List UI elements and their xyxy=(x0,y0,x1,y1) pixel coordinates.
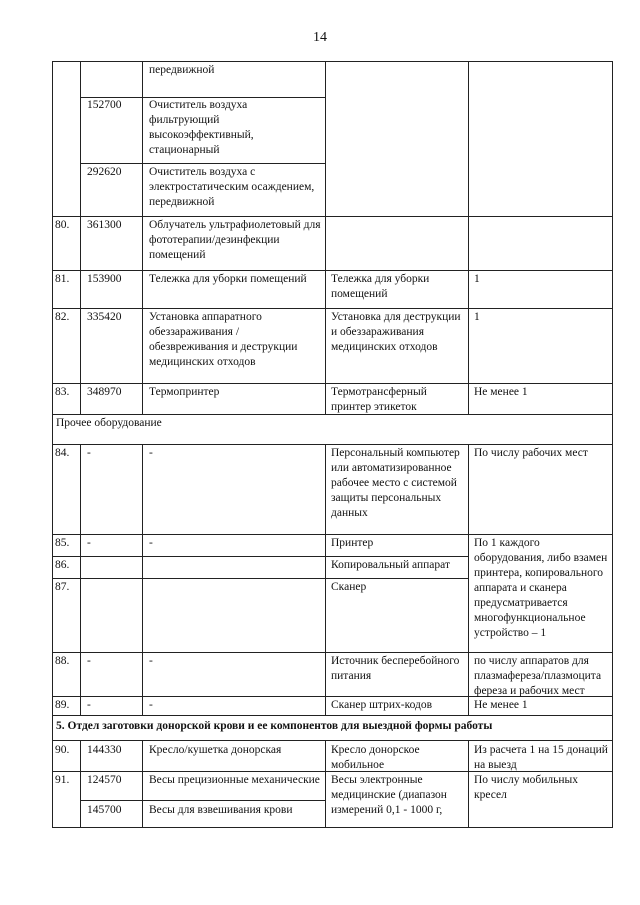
cell-name: Очиститель воздуха фильтрующий высокоэффективный, стационарный xyxy=(149,99,254,156)
cell-type: Источник бесперебойного питания xyxy=(331,655,460,682)
cell-type: Персональный компьютер или автоматизированное рабочее место с системой защиты персональных данных xyxy=(331,447,460,519)
cell-type: Весы электронные медицинские (диапазон измерений 0,1 - 1000 г, xyxy=(331,774,447,816)
cell-quantity: По 1 каждого оборудования, либо взамен принтера, копировального аппарата и сканера предусматривается многофункциональное устройство – 1 xyxy=(474,537,608,639)
cell-quantity: Не менее 1 xyxy=(474,699,528,711)
table-rule xyxy=(80,61,81,414)
table-rule xyxy=(52,715,613,716)
table-rule xyxy=(80,163,325,164)
cell-number: 86. xyxy=(55,559,70,571)
table-rule xyxy=(468,444,469,715)
cell-type: Копировальный аппарат xyxy=(331,559,450,571)
cell-type: Сканер штрих-кодов xyxy=(331,699,433,711)
cell-name: - xyxy=(149,655,153,667)
table-rule xyxy=(468,61,469,414)
table-rule xyxy=(52,652,613,653)
table-rule xyxy=(52,270,613,271)
cell-type: Термотрансферный принтер этикеток xyxy=(331,386,427,413)
cell-quantity: 1 xyxy=(474,273,480,285)
cell-code: - xyxy=(87,655,91,667)
cell-code: - xyxy=(87,699,91,711)
cell-code: - xyxy=(87,537,91,549)
table-rule xyxy=(52,61,53,827)
table-rule xyxy=(52,308,613,309)
cell-number: 82. xyxy=(55,311,70,323)
cell-number: 80. xyxy=(55,219,70,231)
table-rule xyxy=(52,444,613,445)
cell-type: Сканер xyxy=(331,581,367,593)
cell-number: 81. xyxy=(55,273,70,285)
cell-type: Кресло донорское мобильное xyxy=(331,744,420,771)
table-rule xyxy=(142,740,143,827)
cell-name: Тележка для уборки помещений xyxy=(149,273,307,285)
cell-number: 83. xyxy=(55,386,70,398)
cell-quantity: Не менее 1 xyxy=(474,386,528,398)
table-rule xyxy=(52,740,613,741)
cell-quantity: Из расчета 1 на 15 донаций на выезд xyxy=(474,744,608,771)
cell-code: 145700 xyxy=(87,804,122,816)
table-rule xyxy=(52,216,613,217)
cell-number: 89. xyxy=(55,699,70,711)
cell-code: 361300 xyxy=(87,219,122,231)
table-rule xyxy=(142,61,143,414)
table-rule xyxy=(325,740,326,827)
table-rule xyxy=(52,383,613,384)
cell-quantity: 1 xyxy=(474,311,480,323)
table-rule xyxy=(52,556,468,557)
table-rule xyxy=(325,61,326,414)
table-rule xyxy=(52,534,613,535)
cell-type: Тележка для уборки помещений xyxy=(331,273,430,300)
cell-number: 90. xyxy=(55,744,70,756)
cell-code: 153900 xyxy=(87,273,122,285)
cell-type: Установка для деструкции и обеззараживания медицинских отходов xyxy=(331,311,461,353)
cell-quantity: по числу аппаратов для плазмафереза/плазмоцита фереза и рабочих мест xyxy=(474,655,602,697)
cell-code: 152700 xyxy=(87,99,122,111)
table-rule xyxy=(612,61,613,827)
cell-quantity: По числу рабочих мест xyxy=(474,447,588,459)
cell-number: 85. xyxy=(55,537,70,549)
cell-name: Термопринтер xyxy=(149,386,220,398)
cell-number: 91. xyxy=(55,774,70,786)
table-rule xyxy=(52,61,613,62)
table-rule xyxy=(52,827,613,828)
cell-number: 84. xyxy=(55,447,70,459)
cell-name: Установка аппаратного обеззараживания / обезвреживания и деструкции медицинских отходов xyxy=(149,311,298,368)
section-heading: 5. Отдел заготовки донорской крови и ее компонентов для выездной формы работы xyxy=(56,720,493,732)
cell-name: - xyxy=(149,447,153,459)
table-rule xyxy=(52,578,468,579)
cell-code: 348970 xyxy=(87,386,122,398)
cell-code: 335420 xyxy=(87,311,122,323)
cell-code: 292620 xyxy=(87,166,122,178)
cell-code: 124570 xyxy=(87,774,122,786)
cell-name: - xyxy=(149,537,153,549)
cell-name: Весы прецизионные механические xyxy=(149,774,320,786)
cell-code: 144330 xyxy=(87,744,122,756)
cell-number: 88. xyxy=(55,655,70,667)
table-rule xyxy=(80,444,81,715)
cell-name: - xyxy=(149,699,153,711)
cell-type: Принтер xyxy=(331,537,374,549)
table-rule xyxy=(325,444,326,715)
table-rule xyxy=(80,740,81,827)
table-rule xyxy=(142,444,143,715)
cell-number: 87. xyxy=(55,581,70,593)
cell-name: Кресло/кушетка донорская xyxy=(149,744,282,756)
table-rule xyxy=(80,800,325,801)
table-rule xyxy=(468,740,469,827)
cell-name: Весы для взвешивания крови xyxy=(149,804,293,816)
cell-name: передвижной xyxy=(149,64,215,76)
page-number: 14 xyxy=(313,30,327,45)
section-heading: Прочее оборудование xyxy=(56,417,162,429)
cell-name: Облучатель ультрафиолетовый для фототерапии/дезинфекции помещений xyxy=(149,219,321,261)
cell-quantity: По числу мобильных кресел xyxy=(474,774,578,801)
cell-name: Очиститель воздуха с электростатическим осаждением, передвижной xyxy=(149,166,315,208)
cell-code: - xyxy=(87,447,91,459)
